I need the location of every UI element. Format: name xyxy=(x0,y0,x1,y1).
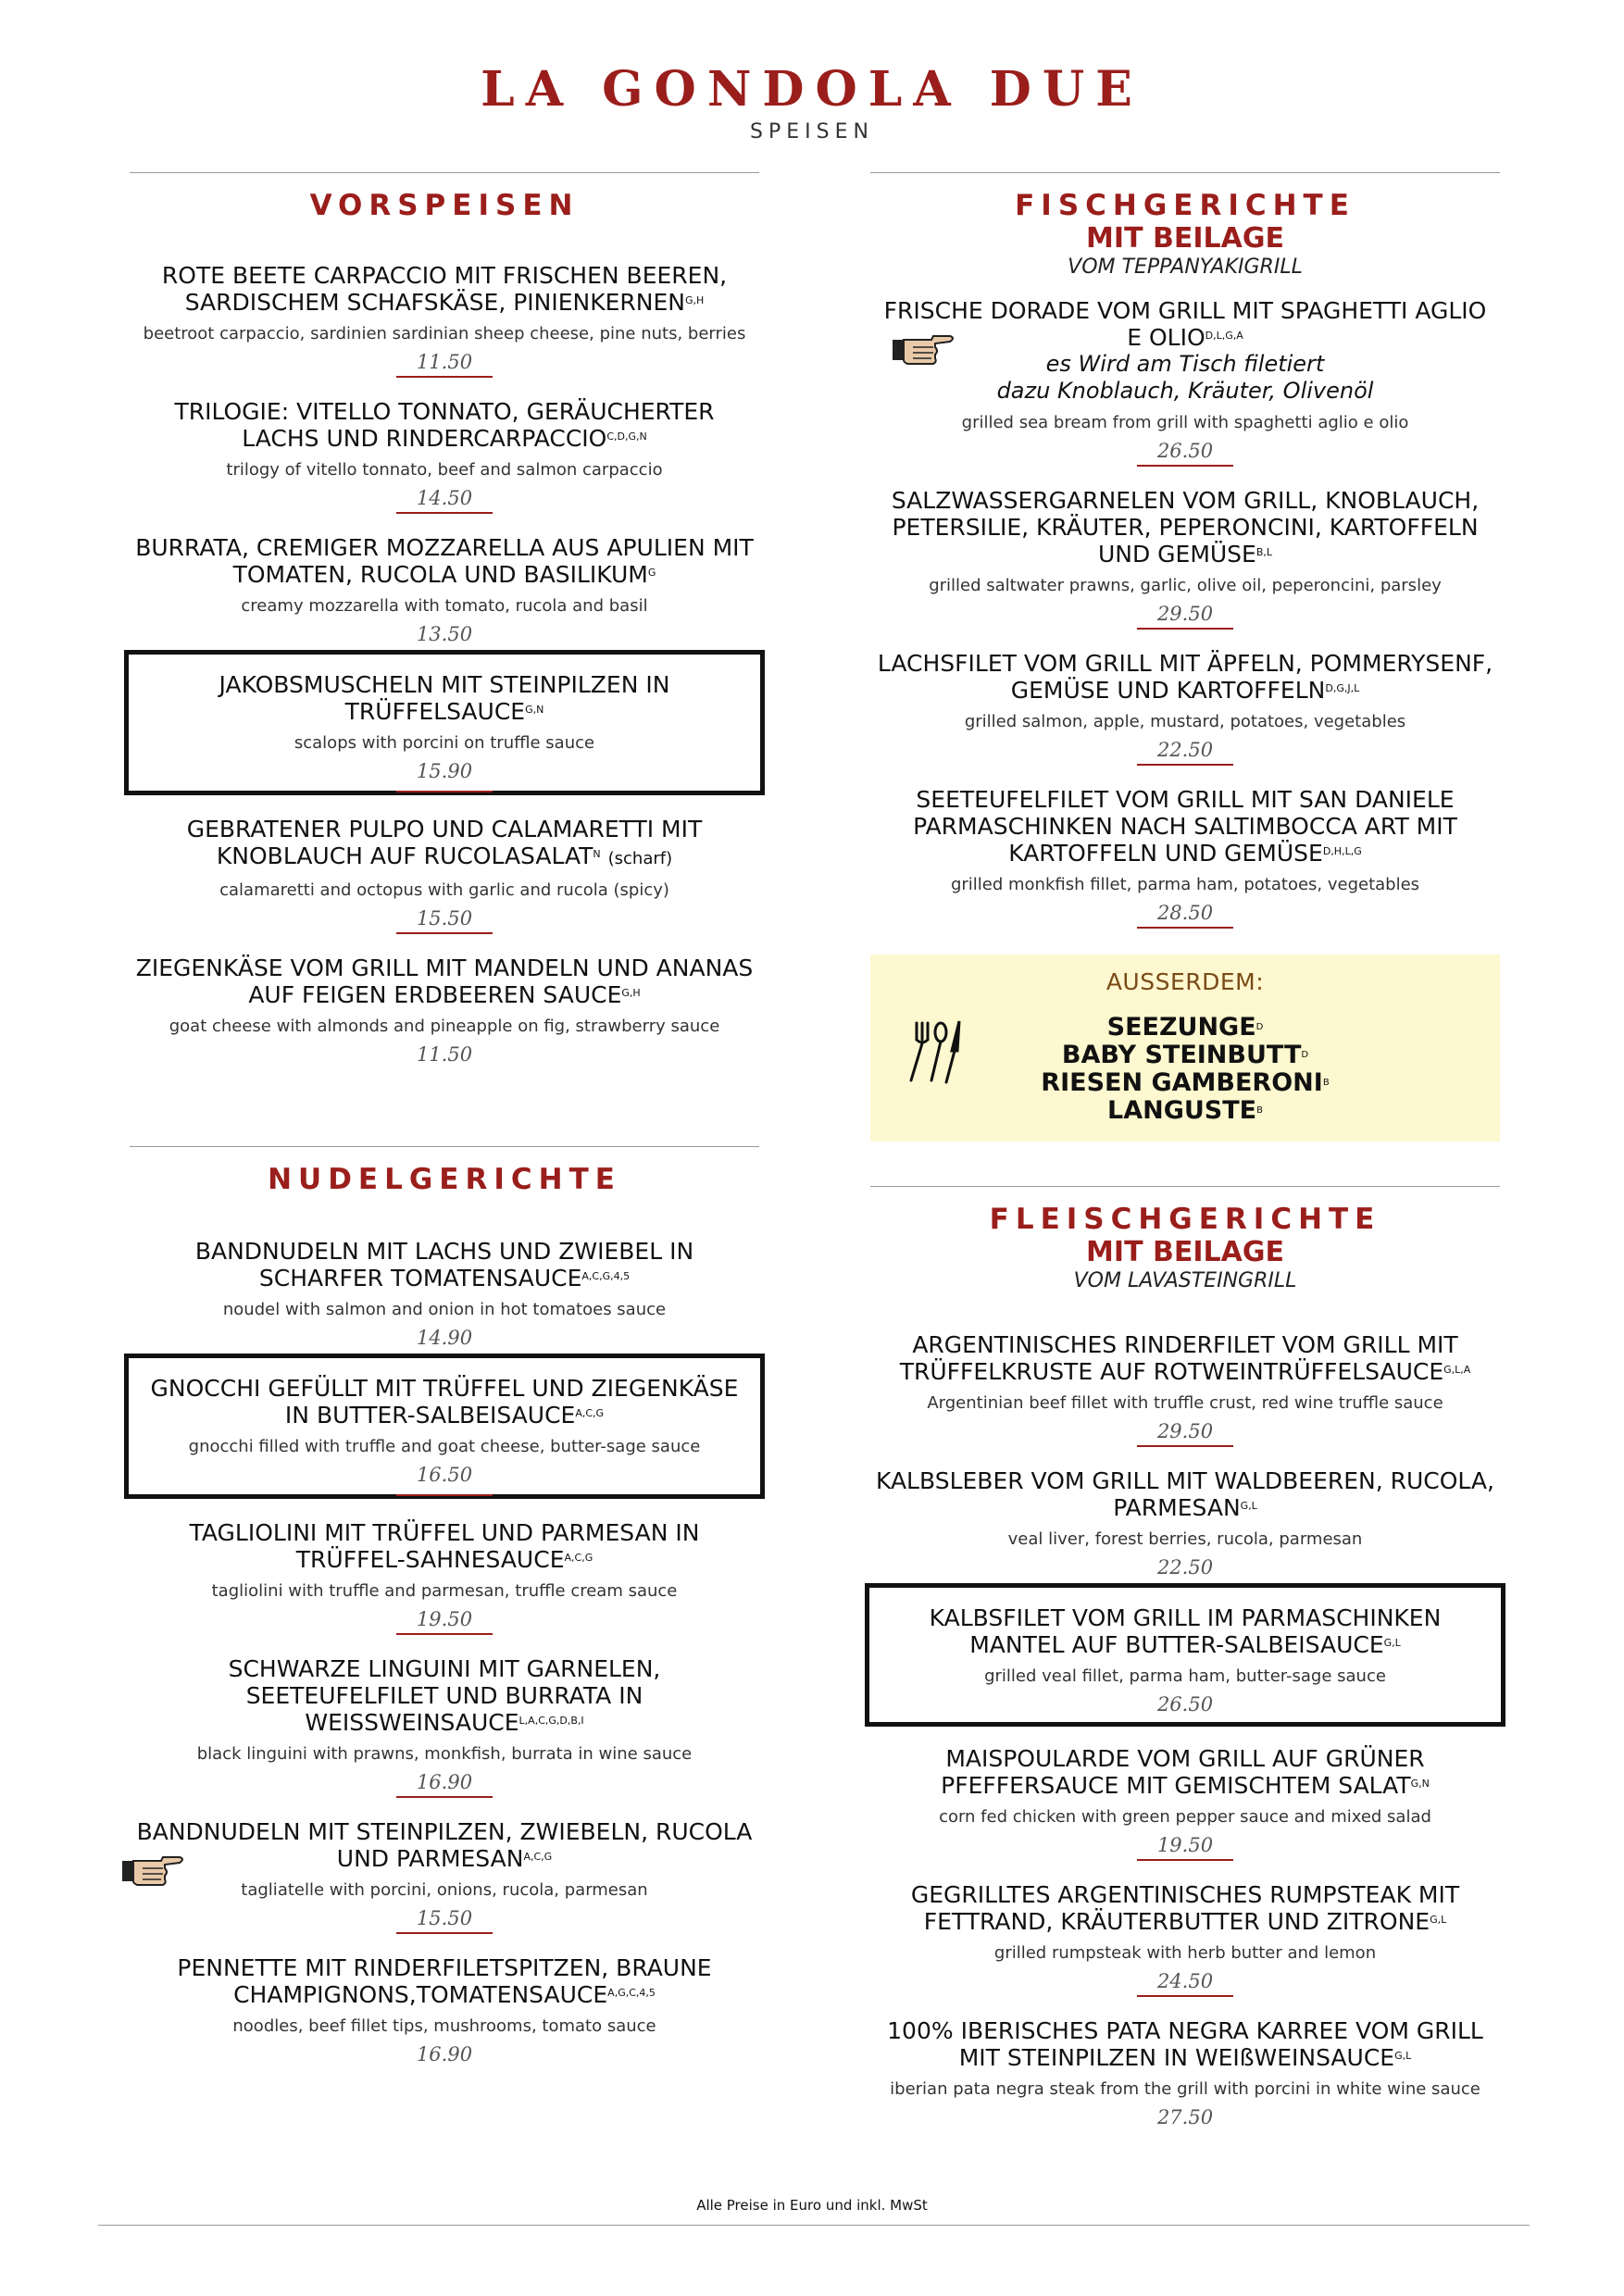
item-divider xyxy=(396,791,493,792)
item-allergens: G,L xyxy=(1240,1500,1257,1512)
ausserdem-title: AUSSERDEM: xyxy=(1106,968,1265,995)
item-name: TRILOGIE: VITELLO TONNATO, GERÄUCHERTER LACHS UND RINDERCARPACCIO xyxy=(174,398,715,452)
item-divider xyxy=(396,1932,493,1934)
right-column xyxy=(870,172,1500,2129)
menu-item xyxy=(870,1331,1500,1447)
item-name: SEETEUFELFILET VOM GRILL MIT SAN DANIELE PARMASCHINKEN NACH SALTIMBOCCA ART MIT KARTOFFELN UND GEMÜSE xyxy=(913,786,1457,867)
pointing-hand-icon xyxy=(891,323,957,373)
item-name: ARGENTINISCHES RINDERFILET VOM GRILL MIT TRÜFFELKRUSTE AUF ROTWEINTRÜFFELSAUCE xyxy=(899,1331,1458,1385)
menu-header xyxy=(0,61,1624,144)
item-description: black linguini with prawns, monkfish, burrata in wine sauce xyxy=(196,1744,693,1764)
section-divider xyxy=(130,172,759,173)
menu-item xyxy=(130,398,759,514)
item-description: grilled veal fillet, parma ham, butter-sage sauce xyxy=(984,1666,1386,1686)
menu-item xyxy=(130,1238,759,1350)
section-subtitle: MIT BEILAGE xyxy=(1086,222,1284,255)
item-price: 11.50 xyxy=(416,1043,473,1066)
item-name: BANDNUDELN MIT STEINPILZEN, ZWIEBELN, RUCOLA UND PARMESAN xyxy=(136,1818,753,1872)
item-description: tagliolini with truffle and parmesan, truffle cream sauce xyxy=(211,1581,678,1601)
menu-item xyxy=(870,786,1500,929)
item-name: ZIEGENKÄSE VOM GRILL MIT MANDELN UND ANANAS AUF FEIGEN ERDBEEREN SAUCE xyxy=(135,955,754,1008)
section-subtitle: MIT BEILAGE xyxy=(1086,1236,1284,1268)
item-divider xyxy=(1137,465,1233,467)
item-price: 22.50 xyxy=(1156,1556,1214,1578)
item-price: 16.50 xyxy=(416,1464,473,1486)
menu-item xyxy=(130,955,759,1067)
item-allergens: D,H,L,G xyxy=(1322,845,1362,857)
section-title-fischgerichte: FISCHGERICHTE xyxy=(1015,189,1355,222)
item-allergens: G xyxy=(647,567,656,579)
item-allergens: C,D,G,N xyxy=(606,430,647,443)
item-allergens: G,L xyxy=(1383,1637,1401,1649)
menu-item-highlighted xyxy=(865,1583,1505,1727)
item-description: iberian pata negra steak from the grill with porcini in white wine sauce xyxy=(890,2079,1480,2099)
menu-item xyxy=(870,487,1500,630)
menu-item xyxy=(130,262,759,378)
item-divider xyxy=(396,376,493,378)
item-description: grilled saltwater prawns, garlic, olive oil, peperoncini, parsley xyxy=(929,576,1442,595)
item-description: scalops with porcini on truffle sauce xyxy=(294,733,595,753)
item-price: 13.50 xyxy=(416,623,473,645)
item-price: 11.50 xyxy=(416,351,473,373)
item-price: 19.50 xyxy=(1156,1834,1214,1856)
item-divider xyxy=(396,1796,493,1798)
item-price: 26.50 xyxy=(1156,1693,1214,1716)
item-price: 15.50 xyxy=(416,1907,473,1929)
item-allergens: A,G,C,4,5 xyxy=(607,1987,656,1999)
item-allergens: D,L,G,A xyxy=(1205,330,1243,342)
ausserdem-item-name: LANGUSTE xyxy=(1107,1096,1257,1125)
item-serving-note: dazu Knoblauch, Kräuter, Olivenöl xyxy=(996,378,1374,404)
ausserdem-item-name: RIESEN GAMBERONI xyxy=(1041,1068,1323,1097)
item-divider xyxy=(396,512,493,514)
cutlery-icon xyxy=(904,1014,968,1088)
item-allergens: L,A,C,G,D,B,I xyxy=(518,1715,584,1727)
item-price: 15.50 xyxy=(416,907,473,930)
item-allergens: G,H xyxy=(685,294,705,306)
menu-item xyxy=(130,1519,759,1635)
section-divider xyxy=(870,1186,1500,1187)
item-allergens: G,L xyxy=(1394,2050,1412,2062)
item-description: trilogy of vitello tonnato, beef and salmon carpaccio xyxy=(226,460,663,480)
item-price: 15.90 xyxy=(416,760,473,782)
section-title-nudelgerichte: NUDELGERICHTE xyxy=(268,1163,621,1196)
item-price: 28.50 xyxy=(1156,902,1214,924)
item-allergens: B,L xyxy=(1255,546,1273,558)
menu-item-highlighted xyxy=(124,650,765,795)
item-name: FRISCHE DORADE VOM GRILL MIT SPAGHETTI AGLIO E OLIO xyxy=(883,297,1487,351)
item-allergens: B xyxy=(1322,1078,1330,1088)
item-description: gnocchi filled with truffle and goat cheese, butter-sage sauce xyxy=(188,1437,701,1456)
item-allergens: N xyxy=(593,848,601,860)
item-name: MAISPOULARDE VOM GRILL AUF GRÜNER PFEFFERSAUCE MIT GEMISCHTEM SALAT xyxy=(941,1745,1425,1799)
item-name: PENNETTE MIT RINDERFILETSPITZEN, BRAUNE CHAMPIGNONS,TOMATENSAUCE xyxy=(177,1954,712,2008)
item-divider xyxy=(1137,628,1233,630)
ausserdem-item-name: BABY STEINBUTT xyxy=(1061,1041,1302,1069)
item-allergens: A,C,G xyxy=(564,1552,593,1564)
item-description: noodles, beef fillet tips, mushrooms, tomato sauce xyxy=(232,2016,656,2036)
menu-subtitle: SPEISEN xyxy=(750,120,874,144)
item-divider xyxy=(396,1494,493,1496)
item-allergens: A,C,G,4,5 xyxy=(581,1270,631,1282)
ausserdem-item xyxy=(880,1069,1491,1097)
item-price: 14.90 xyxy=(416,1327,473,1349)
item-name: SALZWASSERGARNELEN VOM GRILL, KNOBLAUCH, PETERSILIE, KRÄUTER, PEPERONCINI, KARTOFFELN UND GEMÜSE xyxy=(891,487,1480,568)
ausserdem-item xyxy=(880,1097,1491,1125)
section-title-vorspeisen: VORSPEISEN xyxy=(309,189,580,222)
menu-item xyxy=(870,2017,1500,2129)
item-description: grilled sea bream from grill with spaghetti aglio e olio xyxy=(961,413,1409,432)
item-description: grilled monkfish fillet, parma ham, potatoes, vegetables xyxy=(950,875,1420,894)
item-name: BANDNUDELN MIT LACHS UND ZWIEBEL IN SCHARFER TOMATENSAUCE xyxy=(194,1238,694,1292)
ausserdem-item xyxy=(880,1042,1491,1069)
item-name: SCHWARZE LINGUINI MIT GARNELEN, SEETEUFELFILET UND BURRATA IN WEISSWEINSAUCE xyxy=(228,1655,661,1736)
menu-item-highlighted xyxy=(124,1354,765,1499)
section-divider xyxy=(130,1146,759,1147)
item-description: goat cheese with almonds and pineapple on fig, strawberry sauce xyxy=(169,1017,720,1036)
item-divider xyxy=(1137,1995,1233,1997)
ausserdem-box xyxy=(870,955,1500,1142)
item-allergens: D xyxy=(1301,1050,1309,1060)
item-price: 26.50 xyxy=(1156,440,1214,462)
menu-item xyxy=(870,1745,1500,1861)
ausserdem-item-name: SEEZUNGE xyxy=(1106,1013,1256,1042)
section-divider xyxy=(870,172,1500,173)
menu-item xyxy=(130,816,759,934)
item-name: JAKOBSMUSCHELN MIT STEINPILZEN IN TRÜFFELSAUCE xyxy=(219,671,670,725)
restaurant-name: LA GONDOLA DUE xyxy=(481,61,1143,118)
item-allergens: B xyxy=(1256,1105,1263,1116)
item-divider xyxy=(396,1633,493,1635)
item-description: tagliatelle with porcini, onions, rucola, parmesan xyxy=(241,1880,648,1900)
pointing-hand-icon xyxy=(120,1844,187,1894)
item-price: 29.50 xyxy=(1156,1420,1214,1442)
item-description: creamy mozzarella with tomato, rucola and basil xyxy=(241,596,648,616)
item-description: calamaretti and octopus with garlic and rucola (spicy) xyxy=(219,880,669,900)
item-name: GNOCCHI GEFÜLLT MIT TRÜFFEL UND ZIEGENKÄSE IN BUTTER-SALBEISAUCE xyxy=(150,1375,739,1429)
item-price: 29.50 xyxy=(1156,603,1214,625)
item-allergens: G,N xyxy=(1410,1778,1430,1790)
item-description: corn fed chicken with green pepper sauce and mixed salad xyxy=(939,1807,1431,1827)
item-name: KALBSFILET VOM GRILL IM PARMASCHINKEN MANTEL AUF BUTTER-SALBEISAUCE xyxy=(929,1604,1442,1658)
menu-item xyxy=(870,1881,1500,1997)
item-description: Argentinian beef fillet with truffle crust, red wine truffle sauce xyxy=(927,1393,1443,1413)
item-name: GEGRILLTES ARGENTINISCHES RUMPSTEAK MIT FETTRAND, KRÄUTERBUTTER UND ZITRONE xyxy=(910,1881,1460,1935)
section-title-fleischgerichte: FLEISCHGERICHTE xyxy=(989,1203,1381,1236)
item-allergens: D,G,J,L xyxy=(1325,682,1360,694)
item-description: grilled salmon, apple, mustard, potatoes, vegetables xyxy=(964,712,1406,731)
item-allergens: G,L xyxy=(1430,1914,1447,1926)
item-description: veal liver, forest berries, rucola, parmesan xyxy=(1007,1529,1363,1549)
menu-item xyxy=(130,1818,759,1934)
item-divider xyxy=(1137,1445,1233,1447)
item-description: beetroot carpaccio, sardinien sardinian sheep cheese, pine nuts, berries xyxy=(143,324,746,343)
menu-item xyxy=(870,650,1500,766)
item-allergens: D xyxy=(1255,1022,1264,1032)
section-note: VOM TEPPANYAKIGRILL xyxy=(1068,256,1303,279)
menu-item xyxy=(130,1655,759,1798)
menu-item xyxy=(130,1954,759,2066)
menu-item xyxy=(870,297,1500,467)
menu-item xyxy=(130,534,759,646)
item-name: ROTE BEETE CARPACCIO MIT FRISCHEN BEEREN, SARDISCHEM SCHAFSKÄSE, PINIENKERNEN xyxy=(161,262,728,316)
ausserdem-item xyxy=(880,1014,1491,1042)
item-description: noudel with salmon and onion in hot tomatoes sauce xyxy=(222,1300,667,1319)
item-allergens: G,N xyxy=(525,704,544,716)
item-price: 16.90 xyxy=(416,2043,473,2065)
menu-item xyxy=(870,1467,1500,1579)
item-allergens: A,C,G xyxy=(575,1407,605,1419)
item-allergens: G,H xyxy=(621,987,641,999)
item-name: KALBSLEBER VOM GRILL MIT WALDBEEREN, RUCOLA, PARMESAN xyxy=(876,1467,1494,1521)
item-price: 16.90 xyxy=(416,1771,473,1793)
item-description: grilled rumpsteak with herb butter and lemon xyxy=(993,1943,1377,1963)
item-price: 22.50 xyxy=(1156,739,1214,761)
section-note: VOM LAVASTEINGRILL xyxy=(1073,1269,1297,1292)
item-allergens: G,L,A xyxy=(1443,1364,1471,1376)
footer-divider xyxy=(98,2225,1530,2226)
item-divider xyxy=(1137,1859,1233,1861)
item-spicy-note: (scharf) xyxy=(607,849,673,868)
item-divider xyxy=(396,932,493,934)
item-serving-note: es Wird am Tisch filetiert xyxy=(1045,351,1325,377)
item-price: 24.50 xyxy=(1156,1970,1214,1992)
item-divider xyxy=(1137,927,1233,929)
item-name: LACHSFILET VOM GRILL MIT ÄPFELN, POMMERYSENF, GEMÜSE UND KARTOFFELN xyxy=(877,650,1493,704)
item-name: TAGLIOLINI MIT TRÜFFEL UND PARMESAN IN TRÜFFEL-SAHNESAUCE xyxy=(189,1519,700,1573)
item-price: 19.50 xyxy=(416,1608,473,1630)
footer-note: Alle Preise in Euro und inkl. MwSt xyxy=(696,2197,928,2214)
item-price: 14.50 xyxy=(416,487,473,509)
left-column xyxy=(130,172,759,2066)
item-name: BURRATA, CREMIGER MOZZARELLA AUS APULIEN MIT TOMATEN, RUCOLA UND BASILIKUM xyxy=(135,534,754,588)
item-allergens: A,C,G xyxy=(523,1851,553,1863)
item-name: GEBRATENER PULPO UND CALAMARETTI MIT KNOBLAUCH AUF RUCOLASALAT xyxy=(186,816,703,869)
item-price: 27.50 xyxy=(1156,2106,1214,2128)
item-divider xyxy=(1137,764,1233,766)
item-name: 100% IBERISCHES PATA NEGRA KARREE VOM GRILL MIT STEINPILZEN IN WEIßWEINSAUCE xyxy=(887,2017,1483,2071)
